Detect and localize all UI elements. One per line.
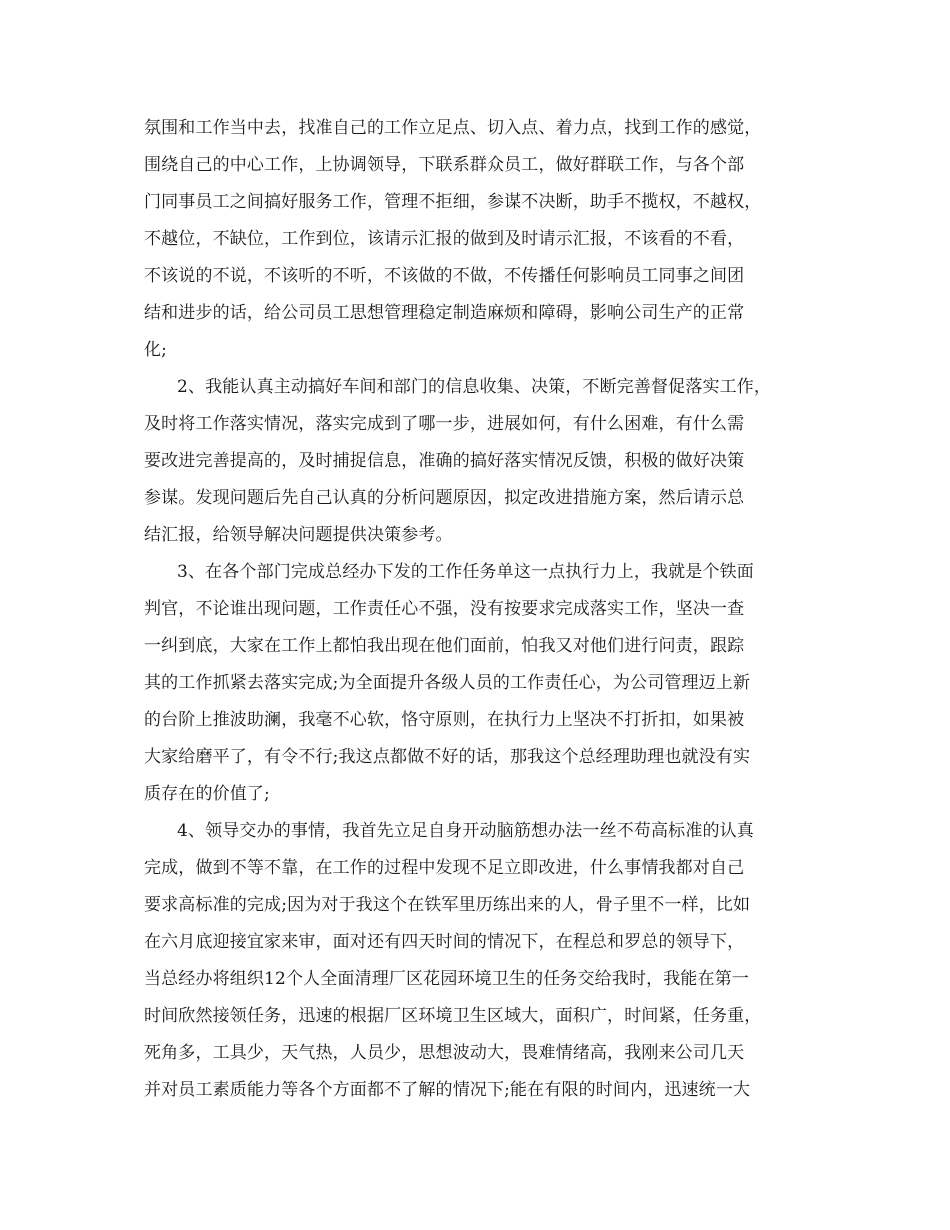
text-line: 及时将工作落实情况，落实完成到了哪一步，进展如何，有什么困难，有什么需 <box>144 414 745 434</box>
text-line: 一纠到底，大家在工作上都怕我出现在他们面前，怕我又对他们进行问责，跟踪 <box>144 636 745 656</box>
text-line: 判官，不论谁出现问题，工作责任心不强，没有按要求完成落实工作，坚决一查 <box>144 599 745 619</box>
text-line: 死角多，工具少，天气热，人员少，思想波动大，畏难情绪高，我刚来公司几天 <box>144 1043 745 1063</box>
text-line: 不该说的不说，不该听的不听，不该做的不做，不传播任何影响员工同事之间团 <box>144 266 745 286</box>
text-line: 当总经办将组织12个人全面清理厂区花园环境卫生的任务交给我时，我能在第一 <box>144 969 750 989</box>
text-line: 并对员工素质能力等各个方面都不了解的情况下;能在有限的时间内，迅速统一大 <box>144 1080 751 1100</box>
text-line: 完成，做到不等不靠，在工作的过程中发现不足立即改进，什么事情我都对自己 <box>144 858 745 878</box>
text-line: 在六月底迎接宜家来审，面对还有四天时间的情况下，在程总和罗总的领导下， <box>144 932 745 952</box>
text-line: 围绕自己的中心工作，上协调领导，下联系群众员工，做好群联工作，与各个部 <box>144 155 745 175</box>
text-line: 参谋。发现问题后先自己认真的分析问题原因，拟定改进措施方案，然后请示总 <box>144 488 745 508</box>
text-line: 门同事员工之间搞好服务工作，管理不拒细，参谋不决断，助手不揽权，不越权， <box>144 192 762 212</box>
text-line: 大家给磨平了，有令不行;我这点都做不好的话，那我这个总经理助理也就没有实 <box>144 747 751 767</box>
text-line: 质存在的价值了; <box>144 784 270 804</box>
paragraph-3-start: 3、在各个部门完成总经办下发的工作任务单这一点执行力上，我就是个铁面 <box>177 562 754 582</box>
text-line: 结汇报，给领导解决问题提供决策参考。 <box>144 525 453 545</box>
paragraph-2-start: 2、我能认真主动搞好车间和部门的信息收集、决策，不断完善督促落实工作， <box>177 377 772 397</box>
text-line: 的台阶上推波助澜，我毫不心软，恪守原则，在执行力上坚决不打折扣，如果被 <box>144 710 745 730</box>
text-line: 时间欣然接领任务，迅速的根据厂区环境卫生区域大，面积广，时间紧，任务重， <box>144 1006 762 1026</box>
text-line: 氛围和工作当中去，找准自己的工作立足点、切入点、着力点，找到工作的感觉， <box>144 118 762 138</box>
paragraph-4-start: 4、领导交办的事情，我首先立足自身开动脑筋想办法一丝不苟高标准的认真 <box>177 821 754 841</box>
text-line: 结和进步的话，给公司员工思想管理稳定制造麻烦和障碍，影响公司生产的正常 <box>144 303 745 323</box>
text-line: 不越位，不缺位，工作到位，该请示汇报的做到及时请示汇报，不该看的不看， <box>144 229 745 249</box>
text-line: 要求高标准的完成;因为对于我这个在铁军里历练出来的人，骨子里不一样，比如 <box>144 895 751 915</box>
text-line: 其的工作抓紧去落实完成;为全面提升各级人员的工作责任心，为公司管理迈上新 <box>144 673 751 693</box>
text-line: 要改进完善提高的，及时捕捉信息，准确的搞好落实情况反馈，积极的做好决策 <box>144 451 745 471</box>
text-line: 化; <box>144 340 168 360</box>
